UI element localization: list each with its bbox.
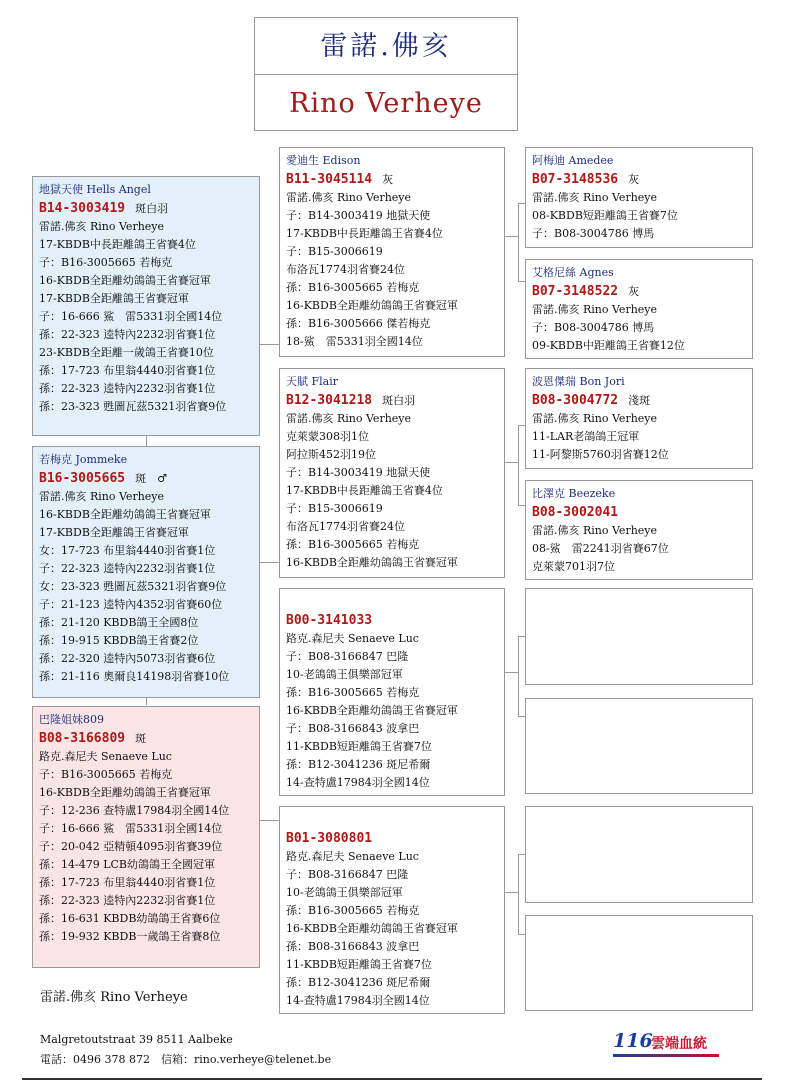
pigeon-name: 天賦 Flair (286, 375, 338, 388)
pigeon-color: 斑 (135, 732, 147, 745)
pedigree-line: 子：21-123 逵特內4352羽省賽60位 (39, 598, 223, 611)
ring-number: B08-3004772 (532, 393, 619, 408)
pedigree-line: 子：20-042 亞精頓4095羽省賽39位 (39, 840, 223, 853)
pedigree-line: 女：23-323 甦圖瓦茲5321羽省賽9位 (39, 580, 227, 593)
owner-signature: 雷諾.佛亥 Rino Verheye (40, 990, 188, 1005)
database-logo (613, 1030, 723, 1056)
pedigree-line: 孫：B16-3005666 傑若梅克 (286, 317, 431, 330)
connector (518, 505, 526, 506)
pedigree-line: 子：B15-3006619 (286, 502, 383, 515)
pedigree-line: 子：B08-3004786 博馬 (532, 321, 655, 334)
pigeon-color: 灰 (628, 173, 640, 186)
pedigree-line: 孫：23-323 甦圖瓦茲5321羽省賽9位 (39, 400, 227, 413)
ring-number: B16-3005665 (39, 471, 126, 486)
pigeon-name: 若梅克 Jommeke (39, 453, 128, 466)
pedigree-line: 16-KBDB全距離幼鴿鴿王省賽冠軍 (286, 922, 458, 935)
pigeon-color: 灰 (382, 173, 394, 186)
pedigree-line: 10-老鴿鴿王俱樂部冠軍 (286, 668, 403, 681)
pedigree-line: 孫：22-323 逵特內2232羽省賽1位 (39, 894, 216, 907)
pigeon-card-subject (32, 176, 260, 436)
ring-number: B11-3045114 (286, 172, 373, 187)
pedigree-title (254, 17, 518, 131)
pedigree-line: 子：B15-3006619 (286, 245, 383, 258)
pedigree-line: 10-老鴿鴿王俱樂部冠軍 (286, 886, 403, 899)
ring-number: B08-3002041 (532, 505, 619, 520)
pedigree-line: 孫：21-120 KBDB鴿王全國8位 (39, 616, 199, 629)
pigeon-color: 灰 (628, 285, 640, 298)
ring-number: B01-3080801 (286, 831, 373, 846)
pedigree-line: 布洛瓦1774羽省賽24位 (286, 263, 405, 276)
pedigree-line: 子：B14-3003419 地獄天使 (286, 466, 431, 479)
pedigree-line: 孫：B16-3005665 若梅克 (286, 904, 420, 917)
pigeon-card-bonjori (525, 368, 753, 469)
ring-row (532, 168, 746, 189)
pedigree-line: 子：B08-3004786 博馬 (532, 227, 655, 240)
pedigree-line: 雷諾.佛亥 Rino Verheye (39, 490, 165, 503)
pedigree-line: 克萊蒙308羽1位 (286, 430, 369, 443)
ring-row (532, 280, 746, 301)
connector (518, 425, 519, 505)
connector (146, 697, 147, 705)
pigeon-card-beezeke (525, 480, 753, 580)
pedigree-line: 16-KBDB全距離幼鴿鴿王省賽冠軍 (286, 556, 458, 569)
pedigree-line: 17-KBDB中長距離鴿王省賽4位 (39, 238, 196, 251)
pedigree-line: 孫：16-631 KBDB幼鴿鴿王省賽6位 (39, 912, 221, 925)
pedigree-line: 孫：22-323 逵特內2232羽省賽1位 (39, 328, 216, 341)
pedigree-line: 孫：B16-3005665 若梅克 (286, 281, 420, 294)
pigeon-card-sire809 (279, 588, 505, 796)
connector (259, 820, 280, 821)
pedigree-line: 子：B16-3005665 若梅克 (39, 256, 173, 269)
owner-name-english: Rino Verheye (289, 88, 483, 119)
pedigree-line: 孫：19-932 KBDB一歲鴿王省賽8位 (39, 930, 221, 943)
pedigree-line: 孫：19-915 KBDB鴿王省賽2位 (39, 634, 199, 647)
pedigree-line: 11-KBDB短距離鴿王省賽7位 (286, 958, 432, 971)
pigeon-card-edison (279, 147, 505, 357)
pigeon-card-jommeke (32, 446, 260, 698)
pedigree-line: 雷諾.佛亥 Rino Verheye (39, 220, 165, 233)
ring-row (286, 827, 498, 848)
connector (504, 236, 519, 237)
pedigree-line: 16-KBDB全距離幼鴿鴿王省賽冠軍 (286, 704, 458, 717)
pedigree-line: 09-KBDB中距離鴿王省賽12位 (532, 339, 685, 352)
connector (259, 562, 280, 563)
pedigree-line: 孫：B12-3041236 斑尼希爾 (286, 976, 431, 989)
connector (504, 462, 519, 463)
pedigree-line: 路克.森尼夫 Senaeve Luc (286, 632, 419, 645)
pedigree-line: 子：B16-3005665 若梅克 (39, 768, 173, 781)
connector (518, 203, 519, 281)
pedigree-line: 阿拉斯452羽19位 (286, 448, 376, 461)
pigeon-name: 艾格尼絲 Agnes (532, 266, 614, 279)
pedigree-line: 08-KBDB短距離鴿王省賽7位 (532, 209, 678, 222)
pedigree-line: 路克.森尼夫 Senaeve Luc (286, 850, 419, 863)
owner-address: Malgretoutstraat 39 8511 Aalbeke (40, 1033, 233, 1046)
pigeon-card-amedee (525, 147, 753, 248)
pedigree-line: 11-LAR老鴿鴿王冠軍 (532, 430, 640, 443)
ring-number: B08-3166809 (39, 731, 126, 746)
pedigree-line: 17-KBDB全距離鴿王省賽冠軍 (39, 526, 189, 539)
ring-row (532, 389, 746, 410)
pedigree-line: 孫：17-723 布里翁4440羽省賽1位 (39, 364, 216, 377)
pedigree-line: 雷諾.佛亥 Rino Verheye (286, 412, 412, 425)
pedigree-line: 子：B08-3166847 巴隆 (286, 650, 409, 663)
pedigree-line: 孫：B16-3005665 若梅克 (286, 538, 420, 551)
pedigree-line: 克萊蒙701羽7位 (532, 560, 615, 573)
pedigree-line: 子：16-666 鯊 雷5331羽全國14位 (39, 822, 223, 835)
connector (504, 892, 519, 893)
pigeon-color: 淺斑 (628, 394, 651, 407)
ring-row (39, 467, 253, 488)
pigeon-card-sister809 (32, 706, 260, 968)
pedigree-line: 雷諾.佛亥 Rino Verheye (532, 412, 658, 425)
pigeon-name: 波恩傑瑞 Bon Jori (532, 375, 625, 388)
pedigree-line: 子：16-666 鯊 雷5331羽全國14位 (39, 310, 223, 323)
ring-number: B14-3003419 (39, 201, 126, 216)
pigeon-color: 斑白羽 (135, 202, 169, 215)
ring-number: B07-3148536 (532, 172, 619, 187)
connector (518, 425, 526, 426)
pedigree-line: 雷諾.佛亥 Rino Verheye (532, 191, 658, 204)
connector (518, 281, 526, 282)
pedigree-line: 女：17-723 布里翁4440羽省賽1位 (39, 544, 216, 557)
bottom-rule (22, 1078, 762, 1080)
pigeon-name: 比澤克 Beezeke (532, 487, 616, 500)
pigeon-card-agnes (525, 259, 753, 359)
pigeon-name: 巴隆姐妹809 (39, 713, 104, 726)
pedigree-line: 16-KBDB全距離幼鴿鴿王省賽冠軍 (39, 508, 211, 521)
pedigree-line: 子：B08-3166847 巴隆 (286, 868, 409, 881)
ring-row (39, 197, 253, 218)
connector (259, 344, 280, 345)
pedigree-line: 雷諾.佛亥 Rino Verheye (532, 303, 658, 316)
pedigree-line: 子：B08-3166843 波拿巴 (286, 722, 420, 735)
pedigree-line: 11-阿黎斯5760羽省賽12位 (532, 448, 669, 461)
pedigree-line: 子：12-236 查特盧17984羽全國14位 (39, 804, 230, 817)
pedigree-line: 17-KBDB全距離鴿王省賽冠軍 (39, 292, 189, 305)
ring-row (286, 168, 498, 189)
pedigree-line: 18-鯊 雷5331羽全國14位 (286, 335, 423, 348)
pedigree-line: 孫：B08-3166843 波拿巴 (286, 940, 420, 953)
pedigree-line: 11-KBDB短距離鴿王省賽7位 (286, 740, 432, 753)
pedigree-line: 17-KBDB中長距離鴿王省賽4位 (286, 484, 443, 497)
pedigree-line: 08-鯊 雷2241羽省賽67位 (532, 542, 669, 555)
empty-ancestor-box (525, 806, 753, 903)
ring-row (39, 727, 253, 748)
pedigree-line: 雷諾.佛亥 Rino Verheye (286, 191, 412, 204)
pedigree-line: 孫：B16-3005665 若梅克 (286, 686, 420, 699)
pedigree-line: 16-KBDB全距離幼鴿鴿王省賽冠軍 (286, 299, 458, 312)
empty-ancestor-box (525, 915, 753, 1011)
pedigree-line: 雷諾.佛亥 Rino Verheye (532, 524, 658, 537)
ring-number: B12-3041218 (286, 393, 373, 408)
owner-contact: 電話：0496 378 872 信箱：rino.verheye@telenet.be (40, 1053, 332, 1066)
pigeon-name: 愛迪生 Edison (286, 154, 361, 167)
empty-ancestor-box (525, 588, 753, 685)
pigeon-color: 斑白羽 (382, 394, 416, 407)
pedigree-line: 孫：B12-3041236 斑尼希爾 (286, 758, 431, 771)
logo-number: 116 (613, 1030, 653, 1052)
ring-row (532, 501, 746, 522)
pedigree-line: 孫：17-723 布里翁4440羽省賽1位 (39, 876, 216, 889)
logo-text: 雲端血統 (651, 1036, 707, 1052)
owner-name-chinese: 雷諾.佛亥 (255, 18, 517, 75)
pedigree-line: 23-KBDB全距離一歲鴿王省賽10位 (39, 346, 214, 359)
pigeon-card-dam809 (279, 806, 505, 1014)
pedigree-line: 孫：14-479 LCB幼鴿鴿王全國冠軍 (39, 858, 216, 871)
pedigree-line: 14-查特盧17984羽全國14位 (286, 994, 430, 1007)
ring-row (286, 609, 498, 630)
pedigree-line: 孫：22-323 逵特內2232羽省賽1位 (39, 382, 216, 395)
pedigree-line: 16-KBDB全距離幼鴿鴿王省賽冠軍 (39, 786, 211, 799)
connector (146, 436, 147, 446)
pigeon-card-flair (279, 368, 505, 578)
connector (518, 636, 519, 716)
pedigree-line: 孫：21-116 奧爾良14198羽省賽10位 (39, 670, 230, 683)
pigeon-color: 斑 ♂ (135, 472, 167, 485)
pedigree-line: 17-KBDB中長距離鴿王省賽4位 (286, 227, 443, 240)
connector (518, 203, 526, 204)
ring-number: B07-3148522 (532, 284, 619, 299)
pigeon-name: 阿梅迪 Amedee (532, 154, 614, 167)
pedigree-line: 布洛瓦1774羽省賽24位 (286, 520, 405, 533)
pedigree-line: 子：22-323 逵特內2232羽省賽1位 (39, 562, 216, 575)
pedigree-line: 子：B14-3003419 地獄天使 (286, 209, 431, 222)
connector (518, 854, 519, 934)
pedigree-line: 孫：22-320 逵特內5073羽省賽6位 (39, 652, 216, 665)
ring-row (286, 389, 498, 410)
logo-underline (613, 1054, 719, 1057)
connector (504, 672, 519, 673)
pedigree-line: 14-查特盧17984羽全國14位 (286, 776, 430, 789)
empty-ancestor-box (525, 698, 753, 794)
pedigree-line: 16-KBDB全距離幼鴿鴿王省賽冠軍 (39, 274, 211, 287)
ring-number: B00-3141033 (286, 613, 373, 628)
pigeon-name: 地獄天使 Hells Angel (39, 183, 151, 196)
pedigree-line: 路克.森尼夫 Senaeve Luc (39, 750, 172, 763)
